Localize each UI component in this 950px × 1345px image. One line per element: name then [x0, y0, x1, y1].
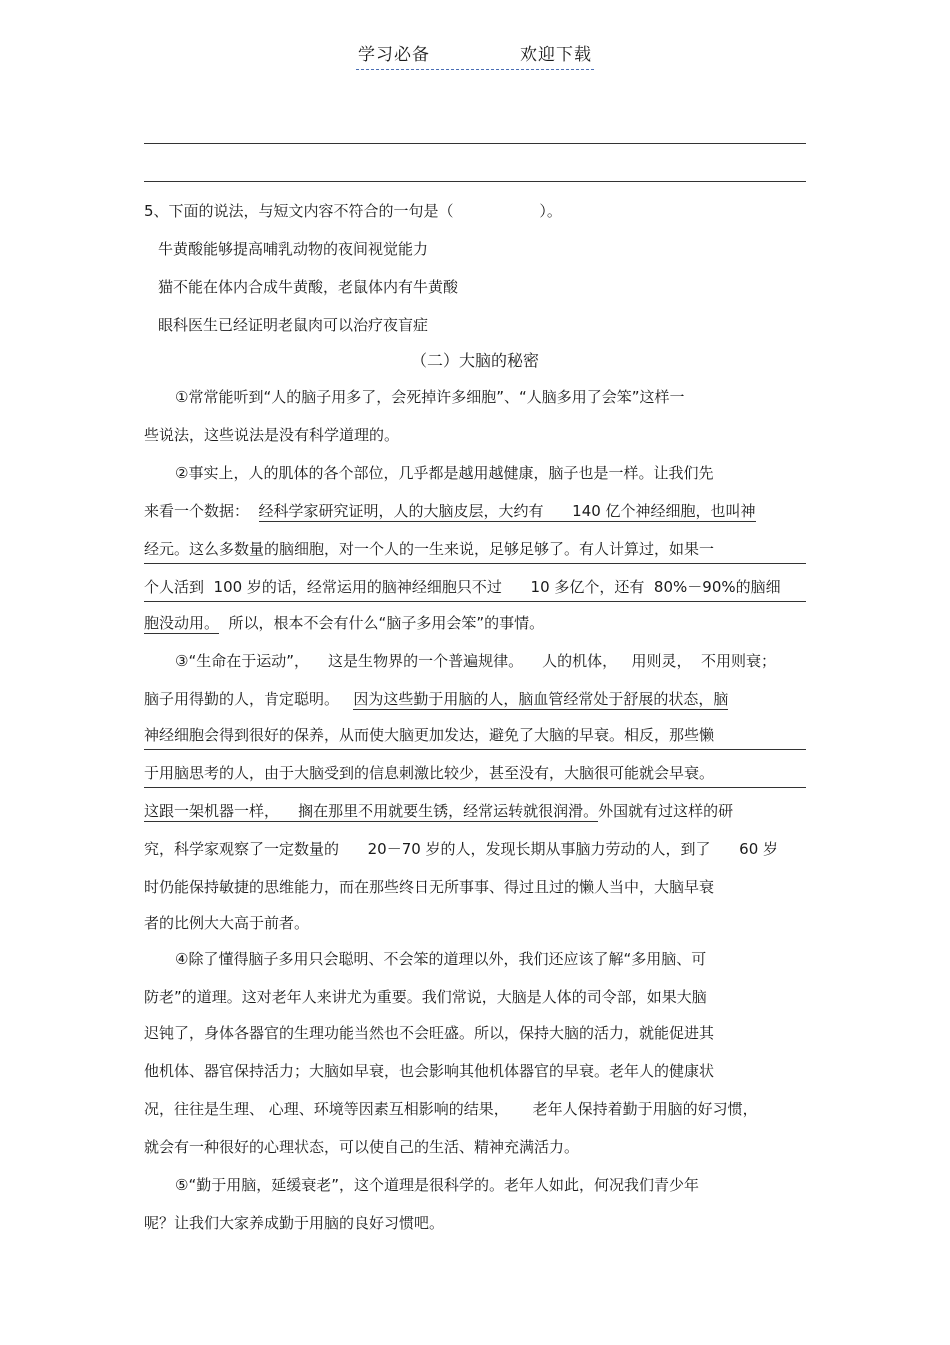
header-left-text: 学习必备: [358, 45, 430, 65]
paragraph-5-line: 呢？让我们大家养成勤于用脑的良好习惯吧。: [144, 1214, 445, 1232]
paragraph-2-line: [144, 536, 806, 562]
question-5-option-3: 眼科医生已经证明老鼠肉可以治疗夜盲症: [158, 316, 429, 334]
underlined-segment: 胞没动用。: [144, 614, 220, 632]
paragraph-1-line: 些说法，这些说法是没有科学道理的。: [144, 426, 400, 444]
paragraph-4-line: 防老”的道理。这对老年人来讲尤为重要。我们常说，大脑是人体的司令部，如果大脑: [144, 988, 707, 1006]
underlined-segment: 这跟一架机器一样， 搁在那里不用就要生锈，经常运转就很润滑。: [144, 802, 599, 820]
section-title: （二）大脑的秘密: [410, 351, 539, 370]
header-right-text: 欢迎下载: [520, 45, 592, 65]
paragraph-3-line: [144, 798, 806, 824]
paragraph-3-line: 究，科学家观察了一定数量的 20－70 岁的人，发现长期从事脑力劳动的人，到了 60 岁: [144, 840, 779, 858]
paragraph-3-line: [144, 760, 806, 786]
underlined-segment: 因为这些勤于用脑的人，脑血管经常处于舒展的状态，脑: [353, 690, 729, 708]
paragraph-3-line: ③“生命在于运动”， 这是生物界的一个普遍规律。 人的机体， 用则灵， 不用则衰；: [175, 652, 776, 670]
paragraph-3-line: [144, 722, 806, 748]
underlined-segment: 经元。这么多数量的脑细胞，对一个人的一生来说，足够足够了。有人计算过，如果一: [144, 536, 806, 564]
paragraph-3-line: [144, 686, 806, 712]
blank-answer-line-2: [144, 181, 806, 182]
paragraph-1-line: ①常常能听到“人的脑子用多了，会死掉许多细胞”、“人脑多用了会笨”这样一: [175, 388, 685, 406]
page-header: [0, 40, 950, 70]
paragraph-3-line: 者的比例大大高于前者。: [144, 914, 310, 932]
paragraph-4-line: ④除了懂得脑子多用只会聪明、不会笨的道理以外，我们还应该了解“多用脑、可: [175, 950, 707, 968]
paragraph-2-line: [144, 610, 806, 636]
question-5-option-2: 猫不能在体内合成牛黄酸，老鼠体内有牛黄酸: [158, 278, 459, 296]
paragraph-4-line: 况，往往是生理、 心理、环境等因素互相影响的结果， 老年人保持着勤于用脑的好习惯，: [144, 1100, 758, 1118]
paragraph-3-line: 时仍能保持敏捷的思维能力，而在那些终日无所事事、得过且过的懒人当中，大脑早衰: [144, 878, 715, 896]
text-segment: 来看一个数据：: [144, 502, 259, 520]
text-segment: 外国就有过这样的研: [598, 802, 734, 820]
underlined-segment: 经科学家研究证明，人的大脑皮层，大约有 140 亿个神经细胞，也叫神: [258, 502, 756, 520]
paragraph-2-line: [144, 498, 806, 524]
question-5-stem: 5、下面的说法，与短文内容不符合的一句是（ ）。: [144, 202, 562, 220]
question-5-option-1: 牛黄酸能够提高哺乳动物的夜间视觉能力: [158, 240, 429, 258]
blank-answer-line-1: [144, 143, 806, 144]
underlined-segment: 于用脑思考的人，由于大脑受到的信息刺激比较少，甚至没有，大脑很可能就会早衰。: [144, 760, 806, 788]
paragraph-4-line: 就会有一种很好的心理状态，可以使自己的生活、精神充满活力。: [144, 1138, 580, 1156]
paragraph-2-line: [144, 574, 806, 600]
paragraph-5-line: ⑤“勤于用脑，延缓衰老”，这个道理是很科学的。老年人如此，何况我们青少年: [175, 1176, 699, 1194]
text-segment: 脑子用得勤的人，肯定聪明。: [144, 690, 354, 708]
paragraph-4-line: 迟钝了，身体各器官的生理功能当然也不会旺盛。所以，保持大脑的活力，就能促进其: [144, 1024, 715, 1042]
text-segment: 所以，根本不会有什么“脑子多用会笨”的事情。: [219, 614, 545, 632]
underlined-segment: 神经细胞会得到很好的保养，从而使大脑更加发达，避免了大脑的早衰。相反，那些懒: [144, 722, 806, 750]
paragraph-2-line: ②事实上，人的肌体的各个部位，几乎都是越用越健康，脑子也是一样。让我们先: [175, 464, 714, 482]
underlined-segment: 个人活到 100 岁的话，经常运用的脑神经细胞只不过 10 多亿个，还有 80%－90%的脑细: [144, 574, 806, 602]
paragraph-4-line: 他机体、器官保持活力；大脑如早衰，也会影响其他机体器官的早衰。老年人的健康状: [144, 1062, 715, 1080]
